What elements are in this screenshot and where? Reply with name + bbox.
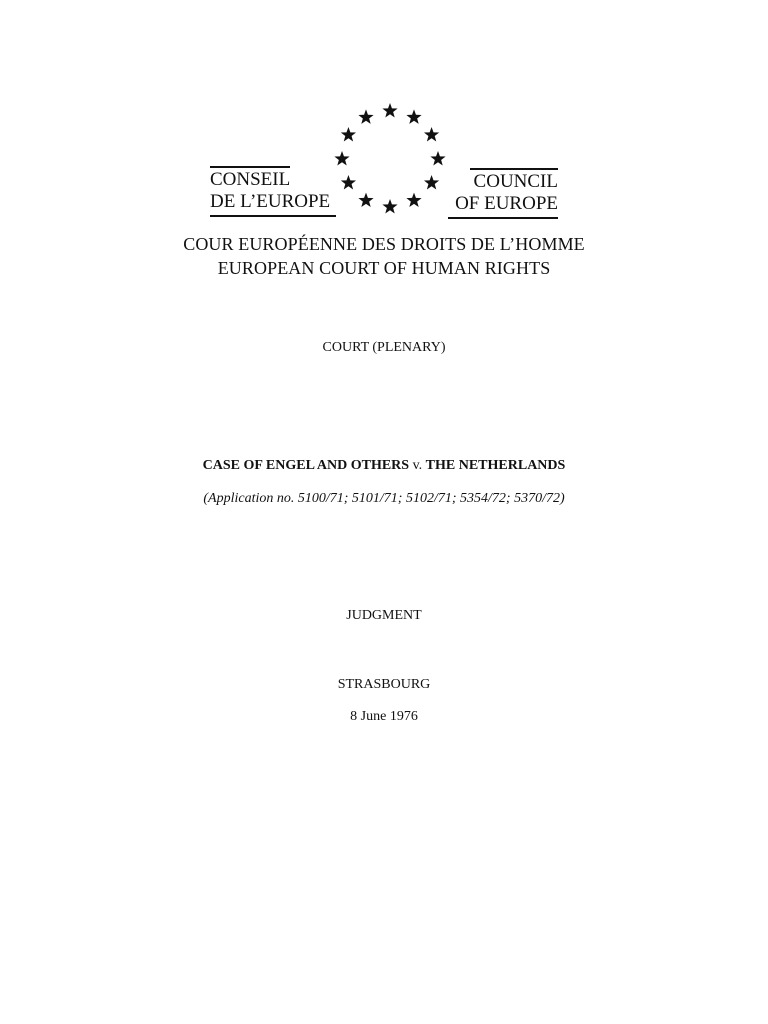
star-icon (406, 193, 421, 207)
application-numbers: (Application no. 5100/71; 5101/71; 5102/71; 5354/72; 5370/72) (203, 491, 565, 506)
place-of-judgment: STRASBOURG (337, 677, 431, 692)
star-icon (430, 151, 445, 165)
star-icon (334, 151, 349, 165)
rule-line (470, 168, 558, 170)
star-icon (424, 175, 439, 189)
case-title-versus: v. (409, 458, 426, 473)
org-right-line-2: OF EUROPE (455, 193, 558, 214)
letterhead (0, 0, 768, 230)
council-of-europe-stars-icon (328, 100, 452, 218)
star-icon (424, 127, 439, 141)
org-left-line-1: CONSEIL (210, 169, 291, 190)
star-icon (406, 109, 421, 123)
case-title-suffix: THE NETHERLANDS (425, 458, 566, 473)
rule-line (448, 217, 558, 219)
star-icon (382, 199, 397, 213)
star-icon (341, 175, 356, 189)
case-title-prefix: CASE OF ENGEL AND OTHERS (202, 458, 410, 473)
court-name-heading (0, 232, 768, 280)
star-icon (358, 193, 373, 207)
case-title (0, 458, 768, 474)
court-name-french: COUR EUROPÉENNE DES DROITS DE L’HOMME (183, 234, 585, 254)
conseil-de-l-europe-label (210, 166, 336, 217)
star-icon (341, 127, 356, 141)
court-formation: COURT (PLENARY) (322, 340, 446, 355)
star-icon (382, 103, 397, 117)
star-icon (358, 109, 373, 123)
court-name-english: EUROPEAN COURT OF HUMAN RIGHTS (217, 258, 551, 278)
rule-line (210, 166, 290, 168)
document-type: JUDGMENT (346, 608, 422, 623)
org-left-line-2: DE L’EUROPE (210, 191, 331, 212)
rule-line (210, 215, 336, 217)
org-right-line-1: COUNCIL (473, 171, 558, 192)
council-of-europe-label (448, 168, 558, 219)
judgment-date: 8 June 1976 (350, 709, 418, 724)
